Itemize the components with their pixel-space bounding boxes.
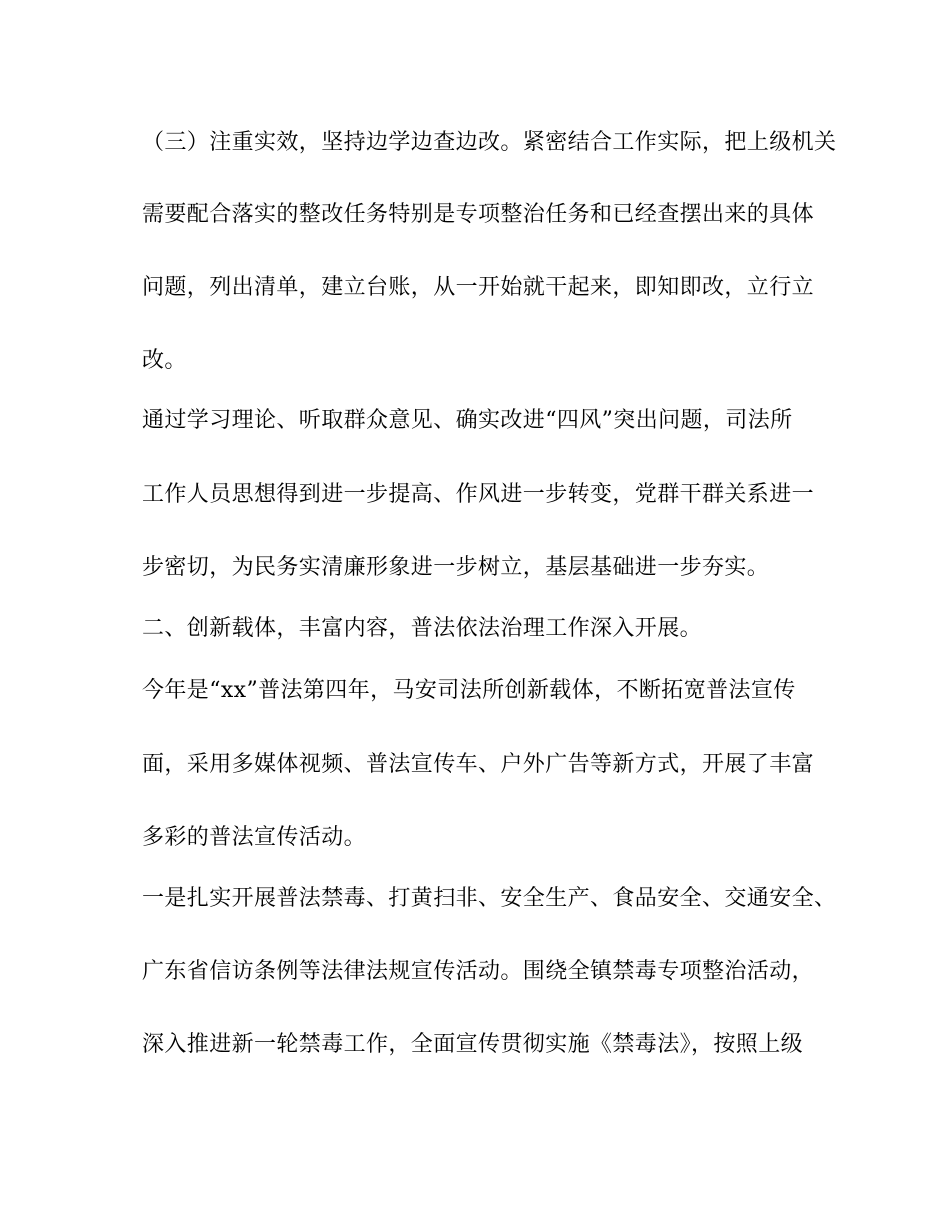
text-line: 面，采用多媒体视频、普法宣传车、户外广告等新方式，开展了丰富 [142,752,815,777]
text-line: （三）注重实效，坚持边学边查边改。紧密结合工作实际，把上级机关 [142,130,837,155]
text-line: 广东省信访条例等法律法规宣传活动。围绕全镇禁毒专项整治活动， [142,959,815,984]
text-line: 问题，列出清单，建立台账，从一开始就干起来，即知即改，立行立 [142,275,815,300]
text-line: 深入推进新一轮禁毒工作，全面宣传贯彻实施《禁毒法》，按照上级 [142,1032,804,1057]
text-line: 工作人员思想得到进一步提高、作风进一步转变，党群干群关系进一 [142,482,815,507]
text-line: 通过学习理论、听取群众意见、确实改进“四风”突出问题，司法所 [142,408,793,433]
text-line: 步密切，为民务实清廉形象进一步树立，基层基础进一步夯实。 [142,555,770,580]
text-line: 一是扎实开展普法禁毒、打黄扫非、安全生产、食品安全、交通安全、 [142,886,837,911]
text-line: 需要配合落实的整改任务特别是专项整治任务和已经查摆出来的具体 [142,202,815,227]
text-line: 二、创新载体，丰富内容，普法依法治理工作深入开展。 [142,616,703,641]
text-line: 多彩的普法宣传活动。 [142,825,367,850]
text-line: 改。 [142,348,187,373]
text-line: 今年是“xx”普法第四年，马安司法所创新载体，不断拓宽普法宣传 [142,678,796,703]
